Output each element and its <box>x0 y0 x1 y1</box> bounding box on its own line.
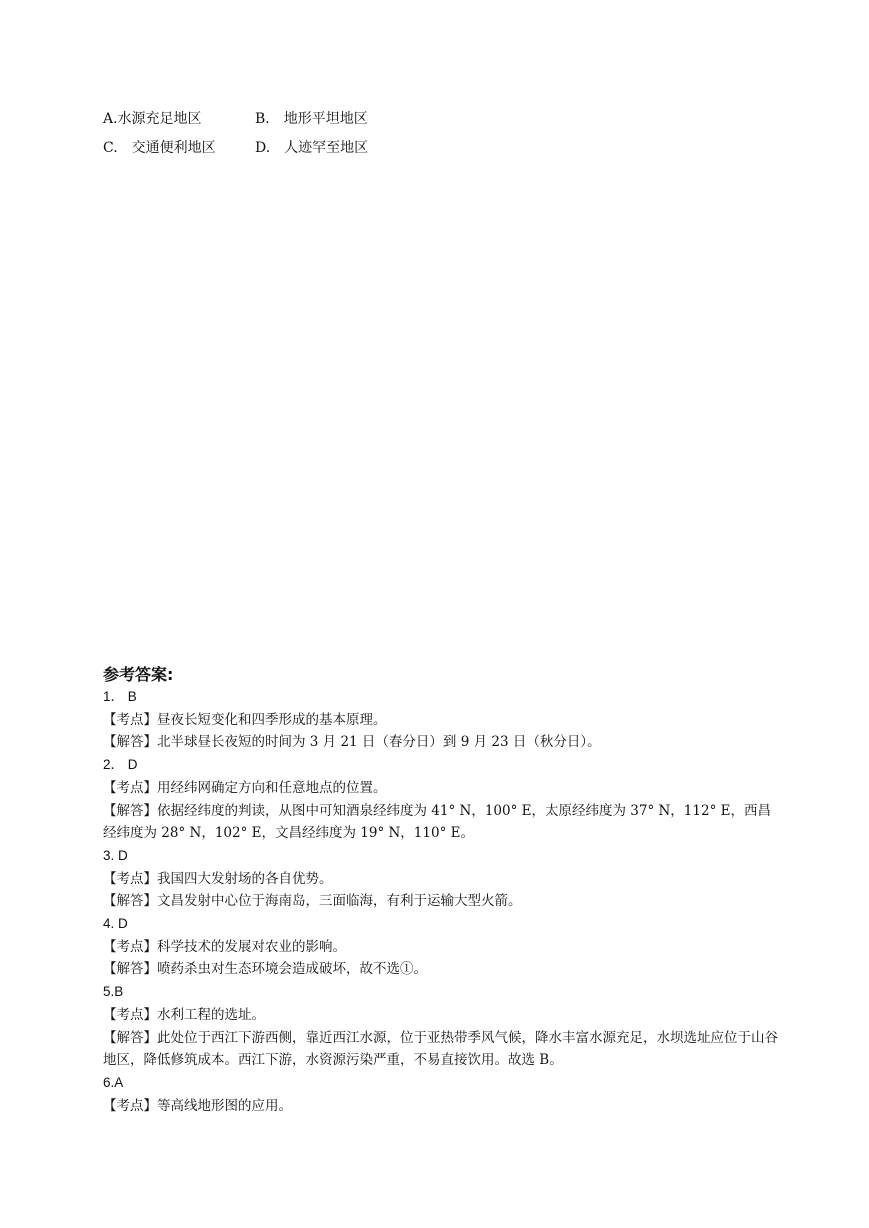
answer-jieda: 【解答】文昌发射中心位于海南岛，三面临海，有利于运输大型火箭。 <box>103 893 522 910</box>
option-c: C. 交通便利地区 <box>103 140 216 156</box>
option-a: A.水源充足地区 <box>103 111 202 127</box>
answer-kaodian: 【考点】科学技术的发展对农业的影响。 <box>103 938 346 955</box>
answer-number: 3. D <box>103 847 128 863</box>
answer-kaodian: 【考点】水利工程的选址。 <box>103 1006 265 1023</box>
answer-number: 4. D <box>103 916 128 932</box>
answer-number: 5.B <box>103 984 124 1000</box>
answer-kaodian: 【考点】等高线地形图的应用。 <box>103 1097 292 1114</box>
answer-number: 6.A <box>103 1074 124 1090</box>
options-row-2 <box>103 137 368 157</box>
answers-title: 参考答案: <box>103 665 174 684</box>
answer-number: 1． B <box>103 689 137 704</box>
answer-kaodian: 【考点】我国四大发射场的各自优势。 <box>103 870 333 887</box>
answer-jieda: 【解答】北半球昼长夜短的时间为 3 月 21 日（春分日）到 9 月 23 日（秋分日）。 <box>103 734 601 751</box>
answer-kaodian: 【考点】用经纬网确定方向和任意地点的位置。 <box>103 779 387 796</box>
answer-jieda: 【解答】此处位于西江下游西侧，靠近西江水源，位于亚热带季风气候，降水丰富水源充足，水坝选址应位于山谷地区，降低修筑成本。西江下游，水资源污染严重，不易直接饮用。故选 B。 <box>103 1029 778 1069</box>
option-d: D. 人迹罕至地区 <box>255 140 369 156</box>
answer-number: 2． D <box>103 757 138 773</box>
answers-list <box>103 686 783 1117</box>
answer-jieda: 【解答】喷药杀虫对生态环境会造成破坏，故不选①。 <box>103 961 427 978</box>
option-b: B. 地形平坦地区 <box>255 111 368 127</box>
answer-jieda: 【解答】依据经纬度的判读，从图中可知酒泉经纬度为 41° N，100° E，太原经纬度为 37° N，112° E，西昌经纬度为 28° N，102° E，文昌经纬度为 19° N，110° E。 <box>103 802 771 842</box>
answer-kaodian: 【考点】昼夜长短变化和四季形成的基本原理。 <box>103 711 387 728</box>
options-row-1 <box>103 108 368 128</box>
